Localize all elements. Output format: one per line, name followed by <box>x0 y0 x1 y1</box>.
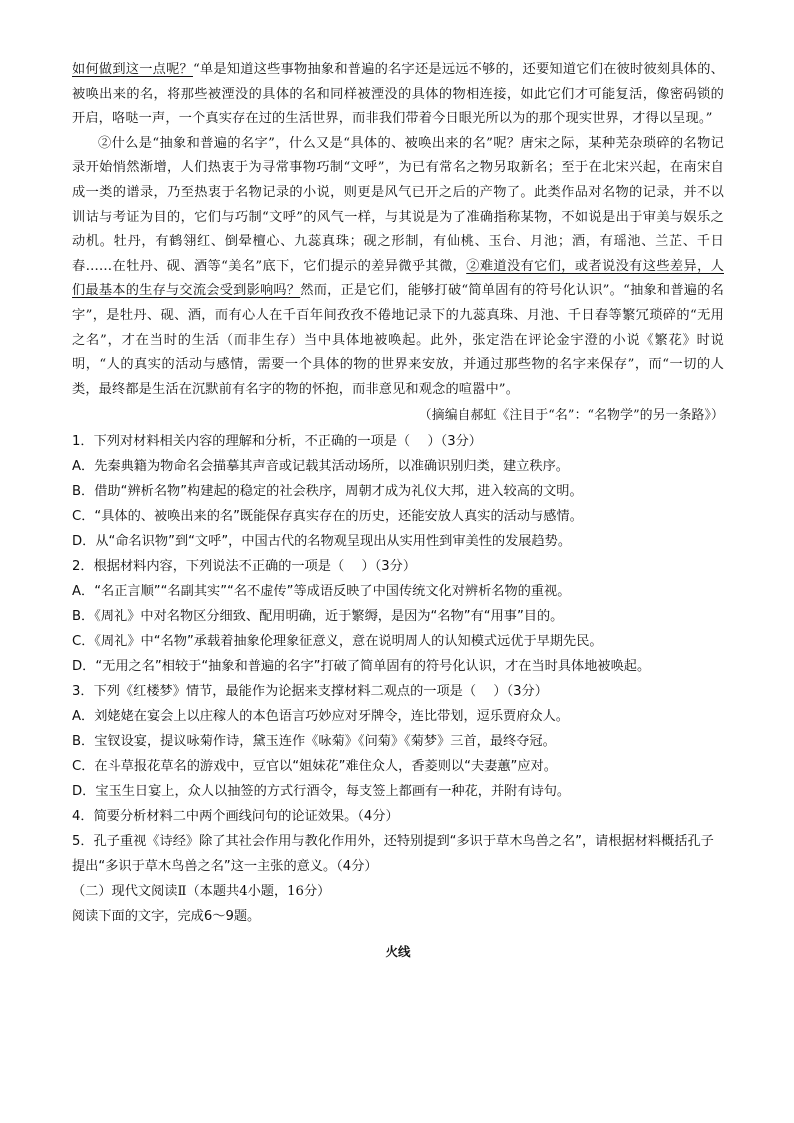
underlined-question-1: 如何做到这一点呢？ <box>72 62 193 77</box>
passage-paragraph-2 <box>72 132 724 403</box>
passage-text: “单是知道这些事物抽象和普遍的名字还是远远不够的，还要知道它们在彼时彼刻具体的、被唤出来的名，将那些被湮没的具体的名和同样被湮没的具体的物相连接，如此它们才可能复活，像密码锁的开启，咯哒一声，一个真实存在过的生活世界，而非我们带着今日眼光所以为的那个现实世界，才得以呈现。” <box>72 62 724 127</box>
reading-instruction: 阅读下面的文字，完成6～9题。 <box>72 909 261 925</box>
option-2b: B．《周礼》中对名物区分细致、配用明确，近于繁缛，是因为“名物”有“用事”目的。 <box>72 609 564 625</box>
option-3b: B．宝钗设宴，提议咏菊作诗，黛玉连作《咏菊》《问菊》《菊梦》三首，最终夺冠。 <box>72 734 556 750</box>
question-1: 1．下列对材料相关内容的理解和分析，不正确的一项是（ ）（3分） <box>72 434 482 450</box>
exam-page <box>72 58 724 960</box>
question-2: 2．根据材料内容，下列说法不正确的一项是（ ）（3分） <box>72 559 417 575</box>
option-3d: D．宝玉生日宴上，众人以抽签的方式行酒令，每支签上都画有一种花，并附有诗句。 <box>72 784 571 800</box>
question-5: 5．孔子重视《诗经》除了其社会作用与教化作用外，还特别提到“多识于草木鸟兽之名”，请根据材料概括孔子提出“多识于草木鸟兽之名”这一主张的意义。（4分） <box>72 834 714 875</box>
option-3c: C．在斗草报花草名的游戏中，豆官以“姐妹花”难住众人，香菱则以“夫妻蕙”应对。 <box>72 759 557 775</box>
option-1a: A．先秦典籍为物命名会描摹其声音或记载其活动场所，以准确识别归类，建立秩序。 <box>72 459 569 475</box>
option-1c: C．“具体的、被唤出来的名”既能保存真实存在的历史，还能安放人真实的活动与感情。 <box>72 509 583 525</box>
question-list <box>72 429 724 929</box>
option-2c: C．《周礼》中“名物”承载着抽象伦理象征意义，意在说明周人的认知模式远优于早期先民。 <box>72 634 603 650</box>
option-1b: B．借助“辨析名物”构建起的稳定的社会秩序，周朝才成为礼仪大邦，进入较高的文明。 <box>72 484 583 500</box>
question-3: 3．下列《红楼梦》情节，最能作为论据来支撑材料二观点的一项是（ ）（3分） <box>72 684 548 700</box>
passage-source: （摘编自郝虹《注目于“名”：“名物学”的另一条路》） <box>418 408 724 424</box>
section-heading: （二）现代文阅读Ⅱ（本题共4小题，16分） <box>72 884 331 900</box>
passage-text: 然而，正是它们，能够打破“简单固有的符号化认识”。“抽象和普遍的名字”，是牡丹、砚、酒，而有心人在千百年间孜孜不倦地记录下的九蕊真珠、月池、千日春等繁冗琐碎的“无用之名”，才在当时的生活（而非生存）当中具体地被唤起。此外，张定浩在评论金宇澄的小说《繁花》时说明，“人的真实的活动与感情，需要一个具体的物的世界来安放，并通过那些物的名字来保存”，而“一切的人类，最终都是生活在沉默前有名字的物的怀抱，而非意见和观念的喧嚣中”。 <box>72 283 724 397</box>
underlined-question-2: ②难道没有它们，或者说没有这些差异，人们最基本的生存与交流会受到影响吗？ <box>72 258 724 299</box>
reading-passage <box>72 58 724 402</box>
option-2a: A．“名正言顺”“名副其实”“名不虚传”等成语反映了中国传统文化对辨析名物的重视。 <box>72 584 571 600</box>
passage-paragraph-1 <box>72 58 724 132</box>
option-1d: D．从“命名识物”到“文呼”，中国古代的名物观呈现出从实用性到审美性的发展趋势。 <box>72 534 572 550</box>
option-3a: A．刘姥姥在宴会上以庄稼人的本色语言巧妙应对牙牌令，连比带划，逗乐贾府众人。 <box>72 709 569 725</box>
passage-text: ②什么是“抽象和普遍的名字”，什么又是“具体的、被唤出来的名”呢？唐宋之际，某种芜杂琐碎的名物记录开始悄然渐增，人们热衷于为寻常事物巧制“文呼”，为已有常名之物另取新名；至于在北宋兴起，在南宋自成一类的谱录，乃至热衷于名物记录的小说，则更是风气已开之后的产物了。此类作品对名物的记录，并不以训诂与考证为目的，它们与巧制“文呼”的风气一样，与其说是为了准确指称某物，不如说是出于审美与娱乐之动机。牡丹，有鹤翎红、倒晕檀心、九蕊真珠；砚之形制，有仙桃、玉台、月池；酒，有瑶池、兰芷、千日春……在牡丹、砚、酒等“美名”底下，它们提示的差异微乎其微， <box>72 135 724 274</box>
option-2d: D．“无用之名”相较于“抽象和普遍的名字”打破了简单固有的符号化认识，才在当时具体地被唤起。 <box>72 659 651 675</box>
story-title: 火线 <box>385 944 411 960</box>
question-4: 4．简要分析材料二中两个画线问句的论证效果。（4分） <box>72 809 399 825</box>
